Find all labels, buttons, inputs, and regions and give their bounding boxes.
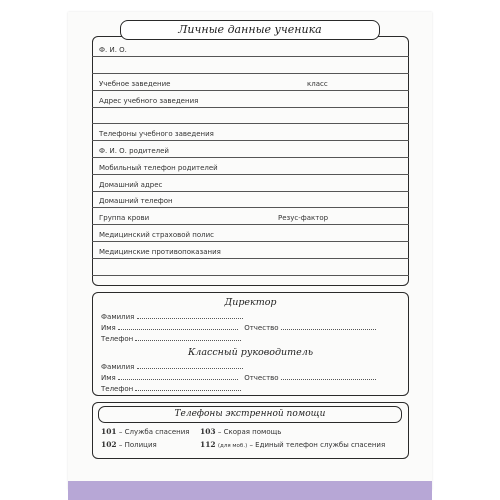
dotted-fill — [137, 311, 243, 319]
row-contraindications[interactable] — [92, 242, 409, 259]
dotted-fill — [135, 333, 241, 341]
row-insurance[interactable] — [92, 225, 409, 242]
row-label: Учебное заведение — [99, 79, 171, 88]
row-blank[interactable] — [92, 108, 409, 125]
director-surname-label: Фамилия — [101, 313, 135, 321]
director-patronymic-label: Отчество — [244, 324, 279, 332]
row-label: Ф. И. О. — [99, 46, 127, 54]
teacher-surname-label: Фамилия — [101, 363, 135, 371]
director-heading: Директор — [224, 297, 277, 308]
row-label: Группа крови — [99, 214, 150, 223]
emergency-text: – Служба спасения — [118, 428, 190, 436]
row-label: Домашний адрес — [99, 180, 163, 189]
emergency-text: – Скорая помощь — [217, 428, 282, 436]
director-surname-line[interactable] — [101, 311, 243, 321]
dotted-fill — [281, 322, 376, 330]
personal-data-rows — [92, 36, 409, 276]
emergency-item-police — [101, 440, 157, 449]
row-label: Медицинские противопоказания — [99, 247, 221, 256]
row-blank[interactable] — [92, 57, 409, 74]
director-phone-line[interactable] — [101, 333, 241, 343]
class-teacher-heading: Классный руководитель — [187, 347, 314, 358]
emergency-title: Телефоны экстренной помощи — [98, 406, 402, 423]
teacher-patronymic-label: Отчество — [244, 374, 279, 382]
emergency-item-ambulance — [200, 427, 281, 436]
emergency-number: 103 — [200, 427, 216, 436]
teacher-surname-line[interactable] — [101, 361, 243, 371]
row-label: Телефоны учебного заведения — [99, 130, 214, 139]
row-parents-mobile[interactable] — [92, 158, 409, 175]
teacher-name-label: Имя — [101, 374, 116, 382]
emergency-number: 102 — [101, 440, 117, 449]
emergency-item-rescue — [101, 427, 189, 436]
row-right-label-class: класс — [307, 79, 328, 88]
teacher-phone-line[interactable] — [101, 383, 241, 393]
teacher-name-line[interactable] — [101, 372, 376, 382]
emergency-number: 101 — [101, 427, 117, 436]
director-name-label: Имя — [101, 324, 116, 332]
director-name-line[interactable] — [101, 322, 376, 332]
row-label: Ф. И. О. родителей — [99, 146, 169, 155]
teacher-phone-label: Телефон — [101, 385, 134, 393]
row-home-phone[interactable] — [92, 192, 409, 209]
row-blood-group[interactable] — [92, 208, 409, 225]
emergency-note: (для моб.) — [217, 443, 248, 449]
row-label: Медицинский страховой полис — [99, 230, 215, 239]
row-school-address[interactable] — [92, 91, 409, 108]
dotted-fill — [281, 372, 376, 380]
row-school[interactable] — [92, 74, 409, 91]
row-blank[interactable] — [92, 259, 409, 276]
emergency-item-unified — [200, 440, 385, 449]
emergency-box — [92, 402, 409, 459]
emergency-text: – Единый телефон службы спасения — [249, 441, 386, 449]
emergency-text: – Полиция — [118, 441, 157, 449]
dotted-fill — [118, 322, 238, 330]
row-parents-name[interactable] — [92, 141, 409, 158]
personal-data-title: Личные данные ученика — [120, 20, 380, 40]
row-label: Адрес учебного заведения — [99, 96, 199, 105]
emergency-number: 112 — [200, 440, 216, 449]
cover-edge-strip — [68, 481, 432, 500]
row-school-phones[interactable] — [92, 124, 409, 141]
row-home-address[interactable] — [92, 175, 409, 192]
dotted-fill — [135, 383, 241, 391]
row-label: Мобильный телефон родителей — [99, 163, 218, 172]
row-label: Домашний телефон — [99, 197, 173, 206]
dotted-fill — [137, 361, 243, 369]
dotted-fill — [118, 372, 238, 380]
director-phone-label: Телефон — [101, 335, 134, 343]
row-right-label-rh: Резус-фактор — [278, 214, 329, 223]
staff-box — [92, 292, 409, 396]
